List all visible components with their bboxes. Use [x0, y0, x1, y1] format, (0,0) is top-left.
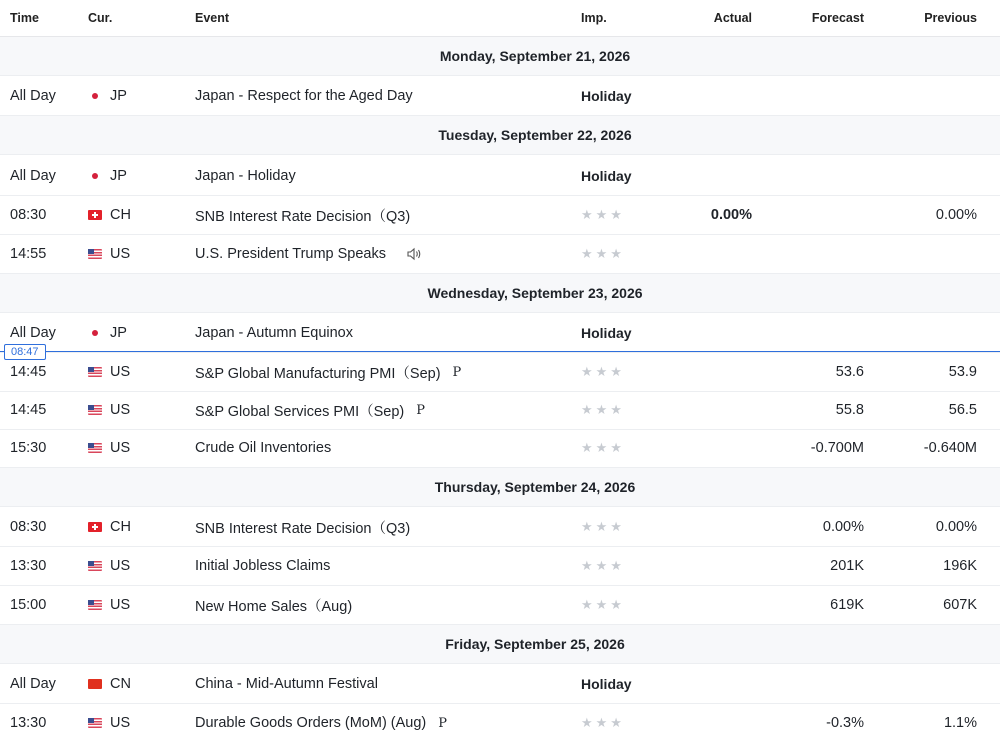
header-previous[interactable]: Previous — [924, 11, 977, 25]
jp-flag-icon — [88, 328, 102, 338]
us-flag-icon — [88, 367, 102, 377]
event-currency — [88, 314, 168, 352]
importance-stars: ★★★ — [581, 440, 625, 455]
event-row[interactable] — [0, 196, 1000, 235]
currency-code: US — [110, 558, 131, 574]
event-name[interactable]: S&P Global Manufacturing PMI（Sep) — [195, 365, 441, 382]
importance-stars: ★★★ — [581, 519, 625, 534]
header-importance[interactable]: Imp. — [581, 11, 607, 25]
event-name[interactable]: Japan - Respect for the Aged Day — [195, 88, 413, 104]
currency-code: US — [110, 440, 131, 456]
event-time: 13:30 — [10, 715, 47, 731]
event-currency — [88, 77, 168, 115]
day-label: Tuesday, September 22, 2026 — [438, 127, 632, 143]
currency-code: US — [110, 402, 131, 418]
speaker-icon[interactable] — [406, 247, 422, 261]
day-header — [0, 468, 1000, 507]
event-name[interactable]: S&P Global Services PMI（Sep) — [195, 403, 405, 420]
currency-code: JP — [110, 88, 127, 104]
event-time: 08:30 — [10, 519, 47, 535]
previous-value: -0.640M — [923, 440, 977, 456]
event-row[interactable] — [0, 665, 1000, 704]
header-time[interactable]: Time — [10, 11, 39, 25]
ch-flag-icon — [88, 522, 102, 532]
holiday-label: Holiday — [581, 325, 632, 341]
previous-value: 1.1% — [943, 715, 977, 731]
header-currency[interactable]: Cur. — [88, 11, 113, 25]
forecast-value: 619K — [830, 597, 864, 613]
forecast-value: 201K — [830, 558, 864, 574]
event-name[interactable]: China - Mid-Autumn Festival — [195, 676, 378, 692]
cn-flag-icon — [88, 679, 102, 689]
actual-value: 0.00% — [710, 207, 752, 223]
event-name[interactable]: Durable Goods Orders (MoM) (Aug) — [195, 715, 427, 731]
day-header — [0, 116, 1000, 155]
previous-value: 607K — [943, 597, 977, 613]
importance-stars: ★★★ — [581, 558, 625, 573]
event-currency — [88, 391, 168, 429]
event-row[interactable] — [0, 77, 1000, 116]
currency-code: US — [110, 597, 131, 613]
importance-stars: ★★★ — [581, 597, 625, 612]
event-row[interactable] — [0, 586, 1000, 625]
importance-stars: ★★★ — [581, 246, 625, 261]
currency-code: CH — [110, 519, 131, 535]
currency-code: CH — [110, 207, 131, 223]
day-label: Friday, September 25, 2026 — [445, 636, 625, 652]
holiday-label: Holiday — [581, 88, 632, 104]
currency-code: US — [110, 715, 131, 731]
preliminary-marker: P — [452, 364, 462, 380]
event-name[interactable]: SNB Interest Rate Decision（Q3) — [195, 520, 411, 537]
importance-stars: ★★★ — [581, 402, 625, 417]
event-name[interactable]: Initial Jobless Claims — [195, 558, 331, 574]
day-label: Wednesday, September 23, 2026 — [427, 285, 643, 301]
event-currency — [88, 665, 168, 703]
event-row[interactable] — [0, 704, 1000, 742]
event-name-cell[interactable] — [195, 704, 555, 742]
us-flag-icon — [88, 600, 102, 610]
forecast-value: 53.6 — [835, 364, 864, 380]
current-time-line — [0, 351, 1000, 352]
event-name-cell[interactable] — [195, 353, 555, 391]
event-time: 15:30 — [10, 440, 47, 456]
event-time: 13:30 — [10, 558, 47, 574]
importance-stars: ★★★ — [581, 715, 625, 730]
currency-code: US — [110, 246, 131, 262]
event-currency — [88, 547, 168, 585]
event-row[interactable] — [0, 235, 1000, 274]
event-time: All Day — [10, 168, 56, 184]
header-forecast[interactable]: Forecast — [811, 11, 864, 25]
event-name[interactable]: U.S. President Trump Speaks — [195, 246, 386, 262]
event-currency — [88, 429, 168, 467]
previous-value: 53.9 — [948, 364, 977, 380]
event-row[interactable] — [0, 429, 1000, 468]
day-header — [0, 37, 1000, 76]
jp-flag-icon — [88, 171, 102, 181]
holiday-label: Holiday — [581, 676, 632, 692]
event-name[interactable]: SNB Interest Rate Decision（Q3) — [195, 208, 411, 225]
header-event[interactable]: Event — [195, 11, 230, 25]
event-row[interactable] — [0, 314, 1000, 353]
event-time: 14:45 — [10, 402, 47, 418]
ch-flag-icon — [88, 210, 102, 220]
currency-code: JP — [110, 168, 127, 184]
event-time: All Day — [10, 676, 56, 692]
day-header — [0, 274, 1000, 313]
event-currency — [88, 508, 168, 546]
forecast-value: -0.3% — [826, 715, 864, 731]
event-name[interactable]: New Home Sales（Aug) — [195, 598, 353, 615]
event-name[interactable]: Crude Oil Inventories — [195, 440, 332, 456]
previous-value: 56.5 — [948, 402, 977, 418]
event-currency — [88, 704, 168, 742]
event-row[interactable] — [0, 391, 1000, 430]
event-name-cell[interactable] — [195, 391, 555, 429]
currency-code: CN — [110, 676, 131, 692]
event-name[interactable]: Japan - Autumn Equinox — [195, 325, 353, 341]
us-flag-icon — [88, 718, 102, 728]
event-row[interactable] — [0, 547, 1000, 586]
event-time: 15:00 — [10, 597, 47, 613]
event-currency — [88, 235, 168, 273]
day-header — [0, 625, 1000, 664]
event-currency — [88, 196, 168, 234]
currency-code: JP — [110, 325, 127, 341]
us-flag-icon — [88, 405, 102, 415]
preliminary-marker: P — [416, 402, 426, 418]
current-time-badge: 08:47 — [4, 344, 46, 360]
us-flag-icon — [88, 561, 102, 571]
event-row[interactable] — [0, 508, 1000, 547]
previous-value: 0.00% — [935, 519, 977, 535]
header-actual[interactable]: Actual — [713, 11, 752, 25]
us-flag-icon — [88, 443, 102, 453]
importance-stars: ★★★ — [581, 207, 625, 222]
event-currency — [88, 586, 168, 624]
event-row[interactable] — [0, 353, 1000, 392]
day-label: Thursday, September 24, 2026 — [434, 479, 636, 495]
forecast-value: 0.00% — [822, 519, 864, 535]
event-time: 08:30 — [10, 207, 47, 223]
event-time: 14:45 — [10, 364, 47, 380]
table-header — [0, 0, 1000, 36]
holiday-label: Holiday — [581, 168, 632, 184]
previous-value: 0.00% — [935, 207, 977, 223]
event-currency — [88, 353, 168, 391]
day-label: Monday, September 21, 2026 — [439, 48, 631, 64]
importance-stars: ★★★ — [581, 364, 625, 379]
event-time: All Day — [10, 325, 56, 341]
previous-value: 196K — [943, 558, 977, 574]
event-currency — [88, 157, 168, 195]
us-flag-icon — [88, 249, 102, 259]
event-time: All Day — [10, 88, 56, 104]
event-row[interactable] — [0, 157, 1000, 196]
event-name[interactable]: Japan - Holiday — [195, 168, 296, 184]
event-name-cell[interactable] — [195, 235, 555, 273]
event-time: 14:55 — [10, 246, 47, 262]
forecast-value: 55.8 — [835, 402, 864, 418]
jp-flag-icon — [88, 91, 102, 101]
preliminary-marker: P — [438, 715, 448, 731]
forecast-value: -0.700M — [810, 440, 864, 456]
currency-code: US — [110, 364, 131, 380]
